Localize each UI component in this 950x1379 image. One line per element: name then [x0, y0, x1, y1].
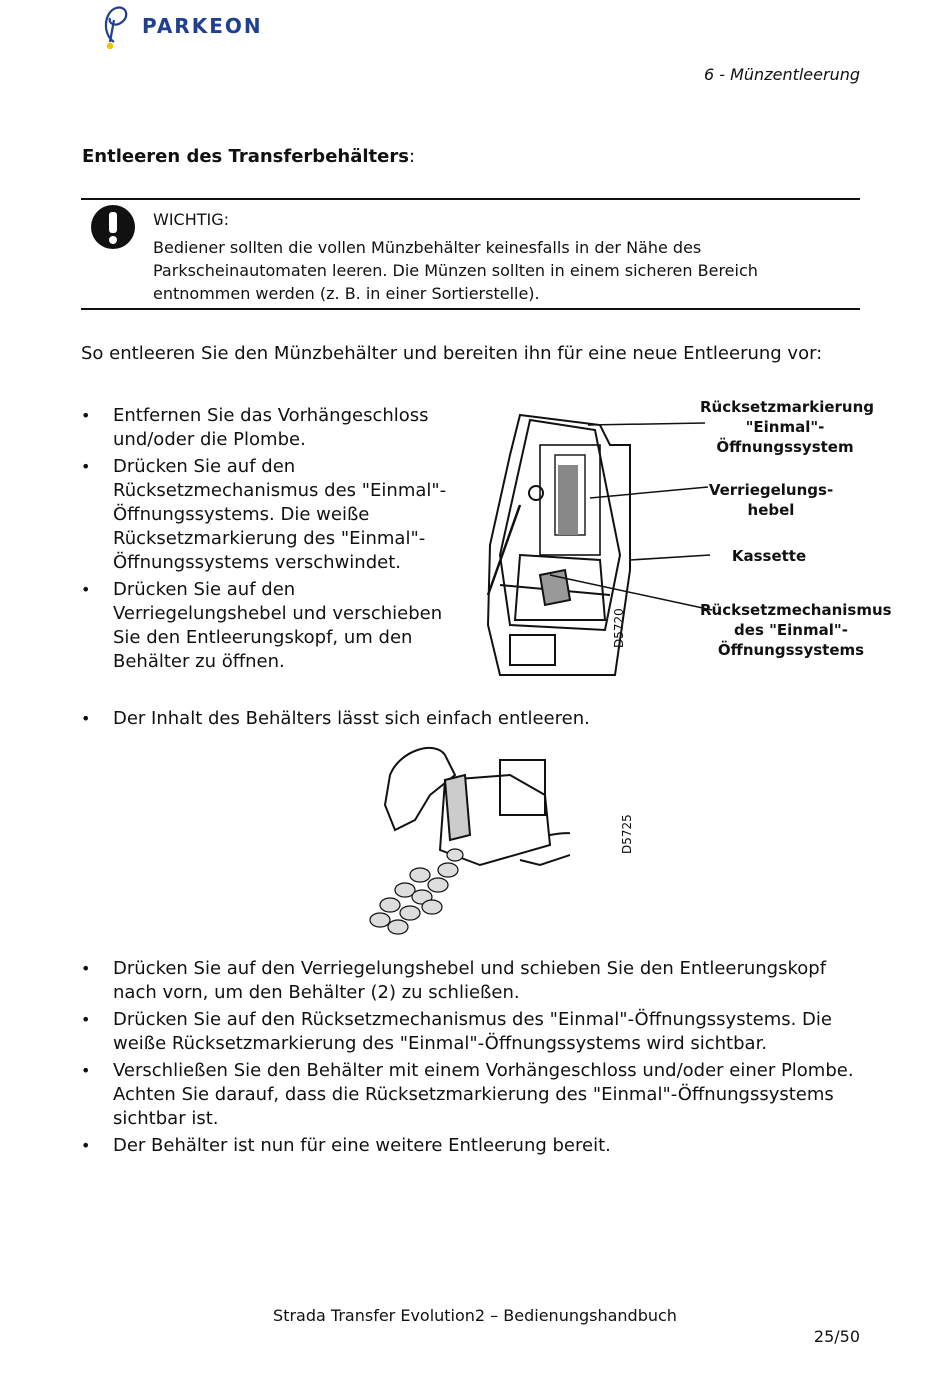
logo-text: PARKEON — [142, 14, 263, 38]
list-item: • Drücken Sie auf den Rücksetzmechanismus des "Einmal"-Öffnungssystems. Die weiße Rücksetzmarkierung des "Einmal"-Öffnungssystems verschwindet. — [81, 455, 461, 575]
warning-body: Bediener sollten die vollen Münzbehälter keinesfalls in der Nähe des Parkscheinautomaten leeren. Die Münzen sollten in einem sicheren Bereich entnommen werden (z. B. in einer Sortierstelle). — [153, 238, 758, 303]
emptying-illustration — [360, 735, 570, 940]
list-item: • Der Inhalt des Behälters lässt sich einfach entleeren. — [81, 707, 861, 731]
callout-cassette: Kassette — [731, 547, 807, 565]
chapter-heading: 6 - Münzentleerung — [703, 65, 860, 84]
list-item: • Verschließen Sie den Behälter mit einem Vorhängeschloss und/oder einer Plombe. Achten Sie darauf, dass die Rücksetzmarkierung des "Einmal"-Öffnungssystems sichtbar ist. — [81, 1059, 861, 1131]
list-item: • Drücken Sie auf den Verriegelungshebel und verschieben Sie den Entleerungskopf, um den Behälter zu öffnen. — [81, 578, 461, 674]
callout-reset-mechanism: Rücksetzmechanismus des "Einmal"-Öffnungssystems — [700, 601, 892, 659]
coins-icon — [370, 849, 463, 934]
exclamation-icon — [90, 204, 136, 250]
list-item: • Drücken Sie auf den Rücksetzmechanismus des "Einmal"-Öffnungssystems. Die weiße Rücksetzmarkierung des "Einmal"-Öffnungssystems wird sichtbar. — [81, 1008, 861, 1056]
warning-title: WICHTIG: — [153, 210, 230, 229]
section-title-text: Entleeren des Transferbehälters — [82, 146, 409, 167]
list-item: • Drücken Sie auf den Verriegelungshebel und schieben Sie den Entleerungskopf nach vorn, um den Behälter (2) zu schließen. — [81, 957, 861, 1005]
list-item: • Entfernen Sie das Vorhängeschloss und/oder die Plombe. — [81, 404, 461, 452]
footer-manual-title: Strada Transfer Evolution2 – Bedienungshandbuch — [273, 1306, 677, 1325]
warning-bottom-rule — [81, 308, 860, 310]
callout-lock-lever: Verriegelungs-hebel — [708, 481, 834, 519]
emptying-figure — [360, 735, 570, 940]
page-number: 25/50 — [813, 1327, 860, 1346]
section-title — [82, 146, 415, 167]
steps-list-close — [81, 957, 861, 1161]
steps-list-open — [81, 404, 461, 677]
figure-code: D5725 — [620, 814, 634, 854]
list-item: • Der Behälter ist nun für eine weitere Entleerung bereit. — [81, 1134, 861, 1158]
section-title-colon: : — [408, 146, 416, 167]
figure-code: D5720 — [612, 608, 626, 648]
intro-text: So entleeren Sie den Münzbehälter und bereiten ihn für eine neue Entleerung vor: — [81, 343, 823, 364]
warning-top-rule — [81, 198, 860, 200]
steps-list-empty — [81, 707, 861, 734]
callout-reset-marker: Rücksetzmarkierung "Einmal"-Öffnungssystem — [700, 398, 875, 456]
